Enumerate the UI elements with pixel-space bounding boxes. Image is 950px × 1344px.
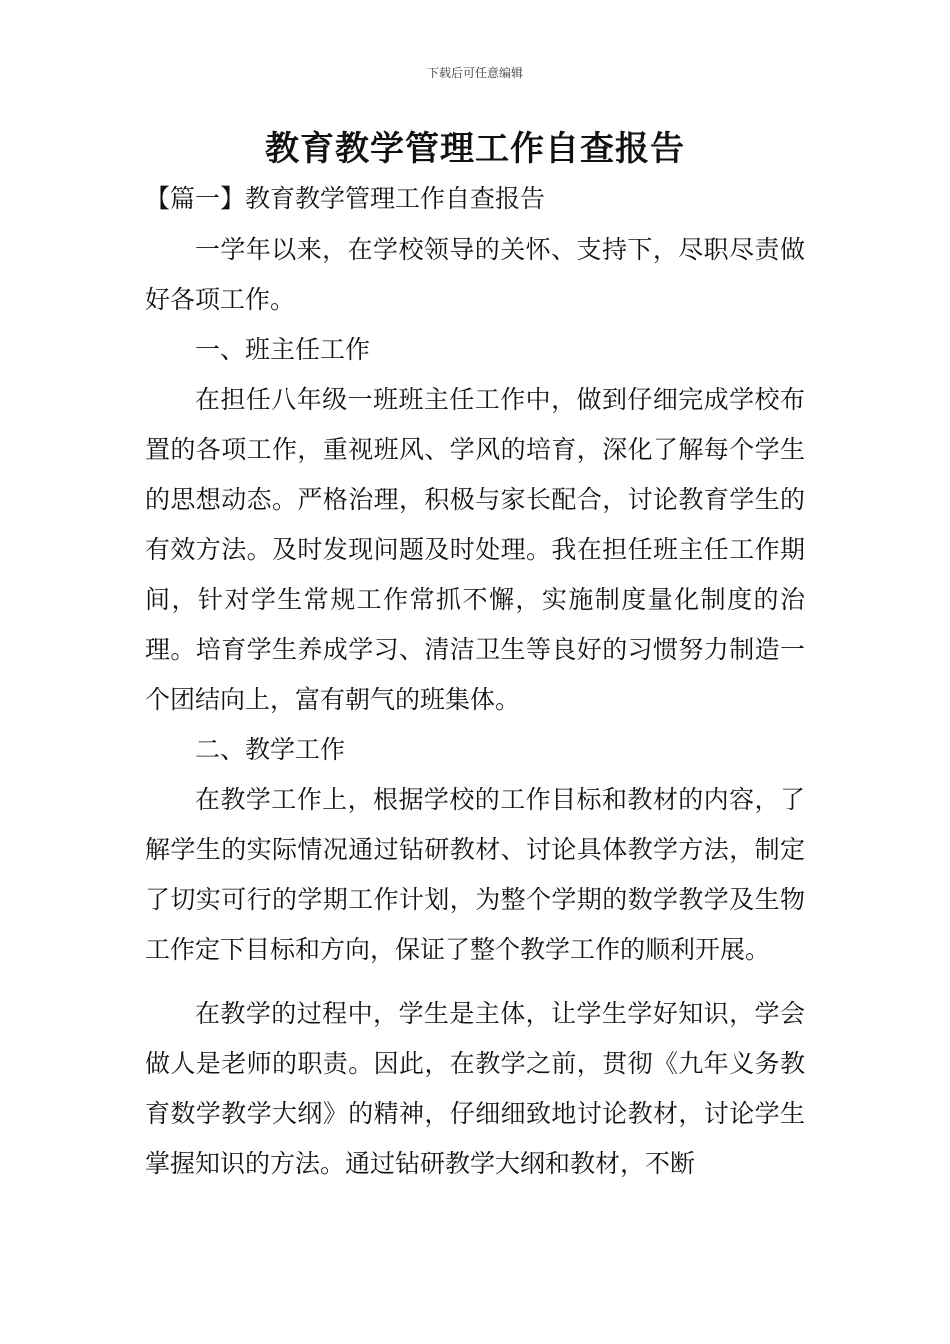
document-title: 教育教学管理工作自查报告 bbox=[265, 129, 685, 169]
section-heading: 【篇一】教育教学管理工作自查报告 bbox=[145, 184, 546, 213]
header-note: 下载后可任意编辑 bbox=[426, 66, 523, 80]
subheading-homeroom: 一、班主任工作 bbox=[195, 335, 371, 364]
subheading-teaching: 二、教学工作 bbox=[195, 735, 346, 764]
homeroom-paragraph: 在担任八年级一班班主任工作中，做到仔细完成学校布置的各项工作，重视班风、学风的培育，深化了解每个学生的思想动态。严格治理，积极与家长配合，讨论教育学生的有效方法。及时发现问题及时处理。我在担任班主任工作期间，针对学生常规工作常抓不懈，实施制度量化制度的治理。培育学生养成学习、清洁卫生等良好的习惯努力制造一个团结向上，富有朝气的班集体。 bbox=[145, 385, 805, 714]
teaching-process-paragraph: 在教学的过程中，学生是主体，让学生学好知识，学会做人是老师的职责。因此，在教学之前，贯彻《九年义务教育数学教学大纲》的精神，仔细细致地讨论教材，讨论学生掌握知识的方法。通过钻研教学大纲和教材，不断 bbox=[145, 999, 805, 1178]
teaching-paragraph: 在教学工作上，根据学校的工作目标和教材的内容，了解学生的实际情况通过钻研教材、讨论具体教学方法，制定了切实可行的学期工作计划，为整个学期的数学教学及生物工作定下目标和方向，保证了整个教学工作的顺利开展。 bbox=[145, 785, 805, 964]
document-body bbox=[145, 225, 805, 1189]
intro-paragraph: 一学年以来，在学校领导的关怀、支持下，尽职尽责做好各项工作。 bbox=[145, 235, 805, 314]
